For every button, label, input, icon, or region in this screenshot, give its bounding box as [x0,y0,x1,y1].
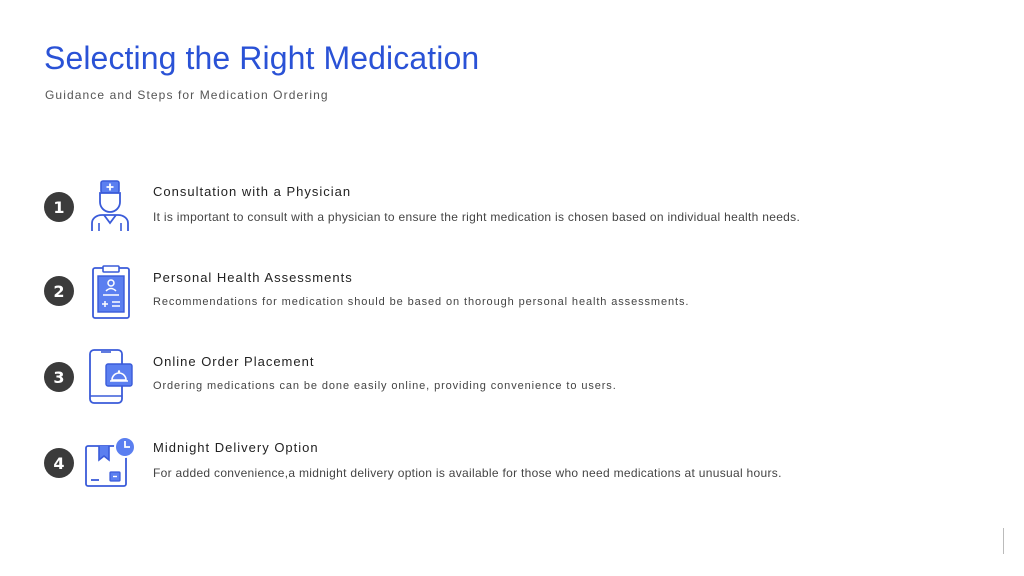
step-1 [0,176,1024,246]
step-description: Recommendations for medication should be based on thorough personal health assessments. [153,296,690,308]
step-3 [0,346,1024,416]
page-subtitle: Guidance and Steps for Medication Ordering [45,88,329,102]
step-4 [0,432,1024,502]
mobile-order-icon [84,348,136,404]
step-title: Midnight Delivery Option [153,440,319,455]
step-2 [0,262,1024,332]
step-description: Ordering medications can be done easily online, providing convenience to users. [153,380,617,392]
delivery-box-icon [84,434,136,490]
step-description: It is important to consult with a physician to ensure the right medication is chosen based on individual health needs. [153,210,801,224]
step-description: For added convenience,a midnight delivery option is available for those who need medications at unusual hours. [153,466,782,480]
clipboard-icon [84,264,136,320]
physician-icon [84,178,136,234]
divider [1003,528,1004,554]
step-number-badge: 3 [44,362,74,392]
step-title: Online Order Placement [153,354,315,369]
step-title: Consultation with a Physician [153,184,352,199]
step-number-badge: 4 [44,448,74,478]
step-number-badge: 1 [44,192,74,222]
step-title: Personal Health Assessments [153,270,353,285]
page-title: Selecting the Right Medication [44,40,480,76]
step-number-badge: 2 [44,276,74,306]
